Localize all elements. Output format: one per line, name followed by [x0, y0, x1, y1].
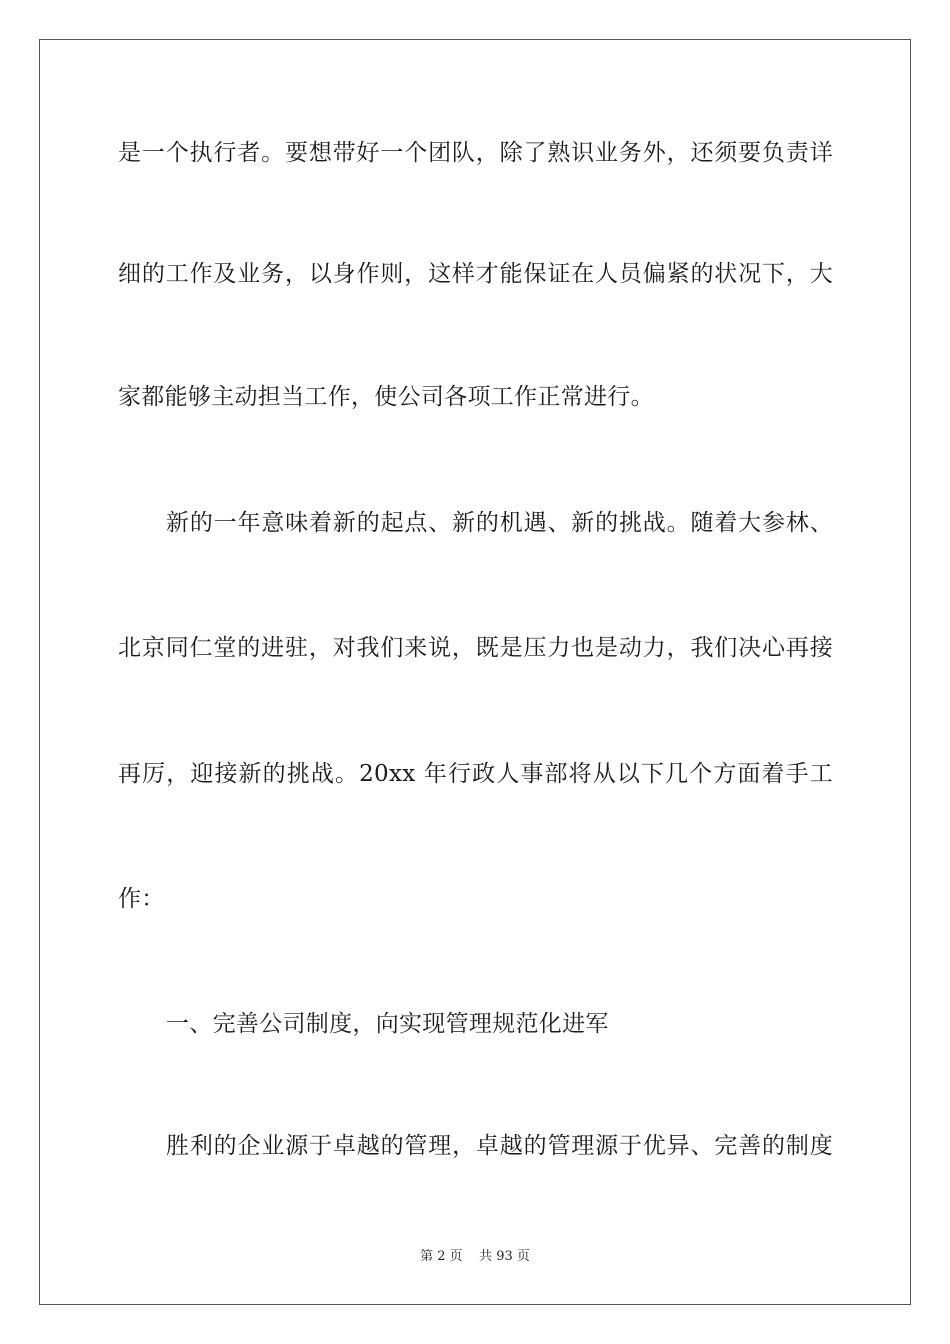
body-line-1: 是一个执行者。要想带好一个团队，除了熟识业务外，还须要负责详: [118, 140, 833, 166]
body-line-4: 新的一年意味着新的起点、新的机遇、新的挑战。随着大参林、: [166, 510, 833, 536]
page-number-footer: 第 2 页 共 93 页: [420, 1249, 530, 1264]
body-line-6: 再厉，迎接新的挑战。20xx 年行政人事部将从以下几个方面着手工: [118, 761, 833, 787]
section-heading: 一、完善公司制度，向实现管理规范化进军: [166, 1011, 609, 1037]
body-line-9: 胜利的企业源于卓越的管理，卓越的管理源于优异、完善的制度: [166, 1133, 833, 1159]
body-line-5: 北京同仁堂的进驻，对我们来说，既是压力也是动力，我们决心再接: [118, 635, 833, 661]
body-line-7: 作：: [118, 886, 165, 912]
body-line-3: 家都能够主动担当工作，使公司各项工作正常进行。: [118, 384, 654, 410]
page-border: [39, 39, 911, 1305]
body-line-2: 细的工作及业务，以身作则，这样才能保证在人员偏紧的状况下，大: [118, 261, 833, 287]
